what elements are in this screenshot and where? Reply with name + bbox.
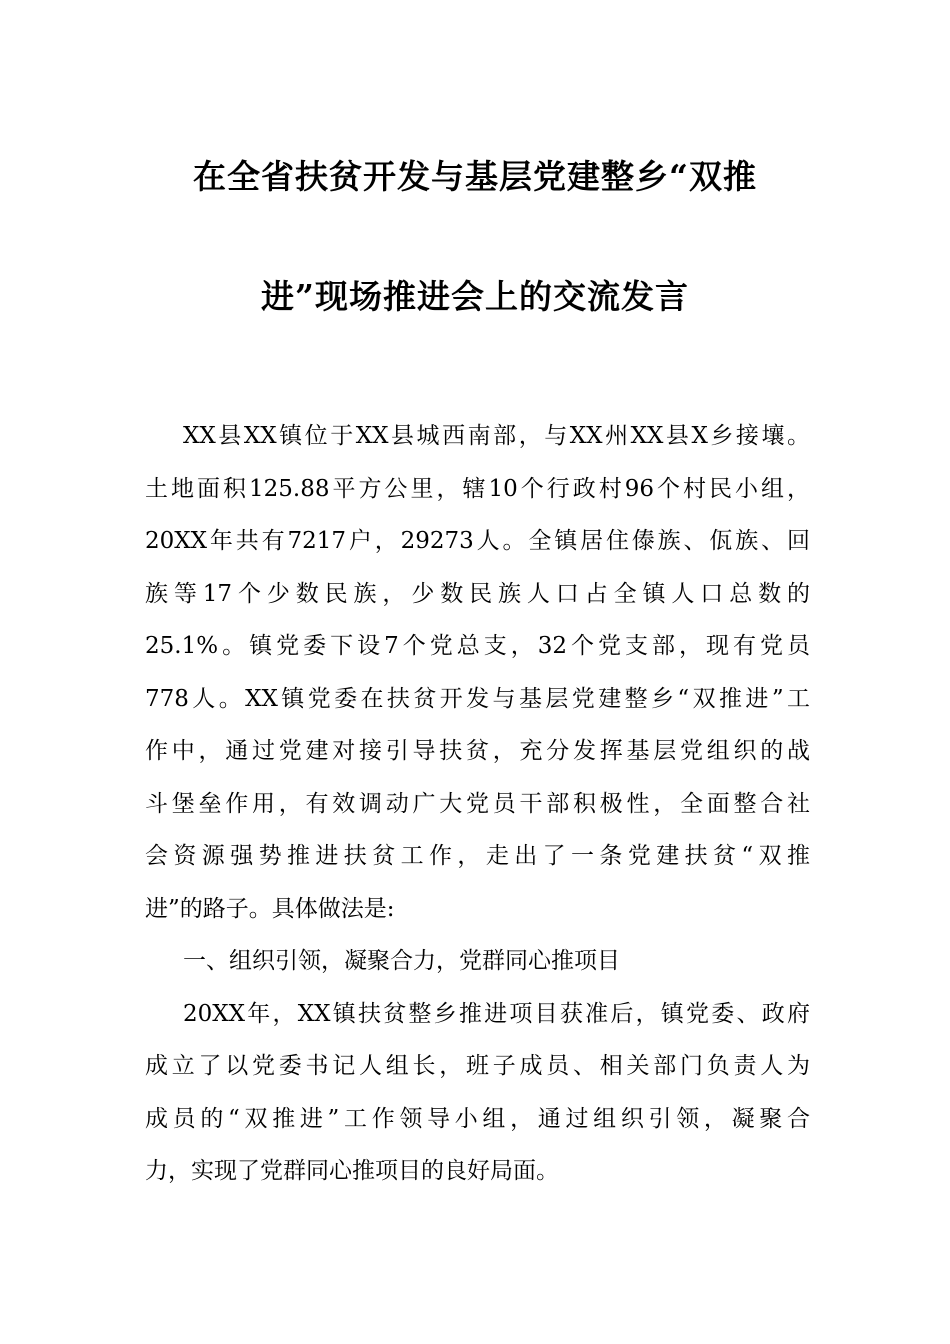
document-title-line-1: 在全省扶贫开发与基层党建整乡“双推 <box>193 157 757 196</box>
intro-line-10: 进”的路子。具体做法是: <box>145 895 395 922</box>
intro-line-1: XX县XX镇位于XX县城西南部，与XX州XX县X乡接壤。 <box>183 423 810 449</box>
document-title-line-2: 进”现场推进会上的交流发言 <box>261 277 689 316</box>
section-heading-1: 一、组织引领，凝聚合力，党群同心推项目 <box>183 948 620 974</box>
intro-line-9: 会资源强势推进扶贫工作，走出了一条党建扶贫“双推 <box>145 843 810 869</box>
intro-line-7: 作中，通过党建对接引导扶贫，充分发挥基层党组织的战 <box>145 738 810 764</box>
intro-line-5: 25.1%。镇党委下设7个党总支，32个党支部，现有党员 <box>145 633 810 659</box>
intro-line-2: 土地面积125.88平方公里，辖10个行政村96个村民小组， <box>145 475 810 502</box>
section-1-line-2: 成立了以党委书记人组长，班子成员、相关部门负责人为 <box>145 1053 810 1079</box>
document-body <box>145 410 810 1198</box>
section-1-line-3: 成员的“双推进”工作领导小组，通过组织引领，凝聚合 <box>145 1105 810 1132</box>
section-1-line-1: 20XX年，XX镇扶贫整乡推进项目获准后，镇党委、政府 <box>183 1000 810 1027</box>
section-1-line-4: 力，实现了党群同心推项目的良好局面。 <box>145 1158 559 1184</box>
intro-line-3: 20XX年共有7217户，29273人。全镇居住傣族、佤族、回 <box>145 528 810 554</box>
intro-line-4: 族等17个少数民族，少数民族人口占全镇人口总数的 <box>145 580 810 607</box>
intro-line-8: 斗堡垒作用，有效调动广大党员干部积极性，全面整合社 <box>145 790 810 817</box>
intro-line-6: 778人。XX镇党委在扶贫开发与基层党建整乡“双推进”工 <box>145 685 810 712</box>
